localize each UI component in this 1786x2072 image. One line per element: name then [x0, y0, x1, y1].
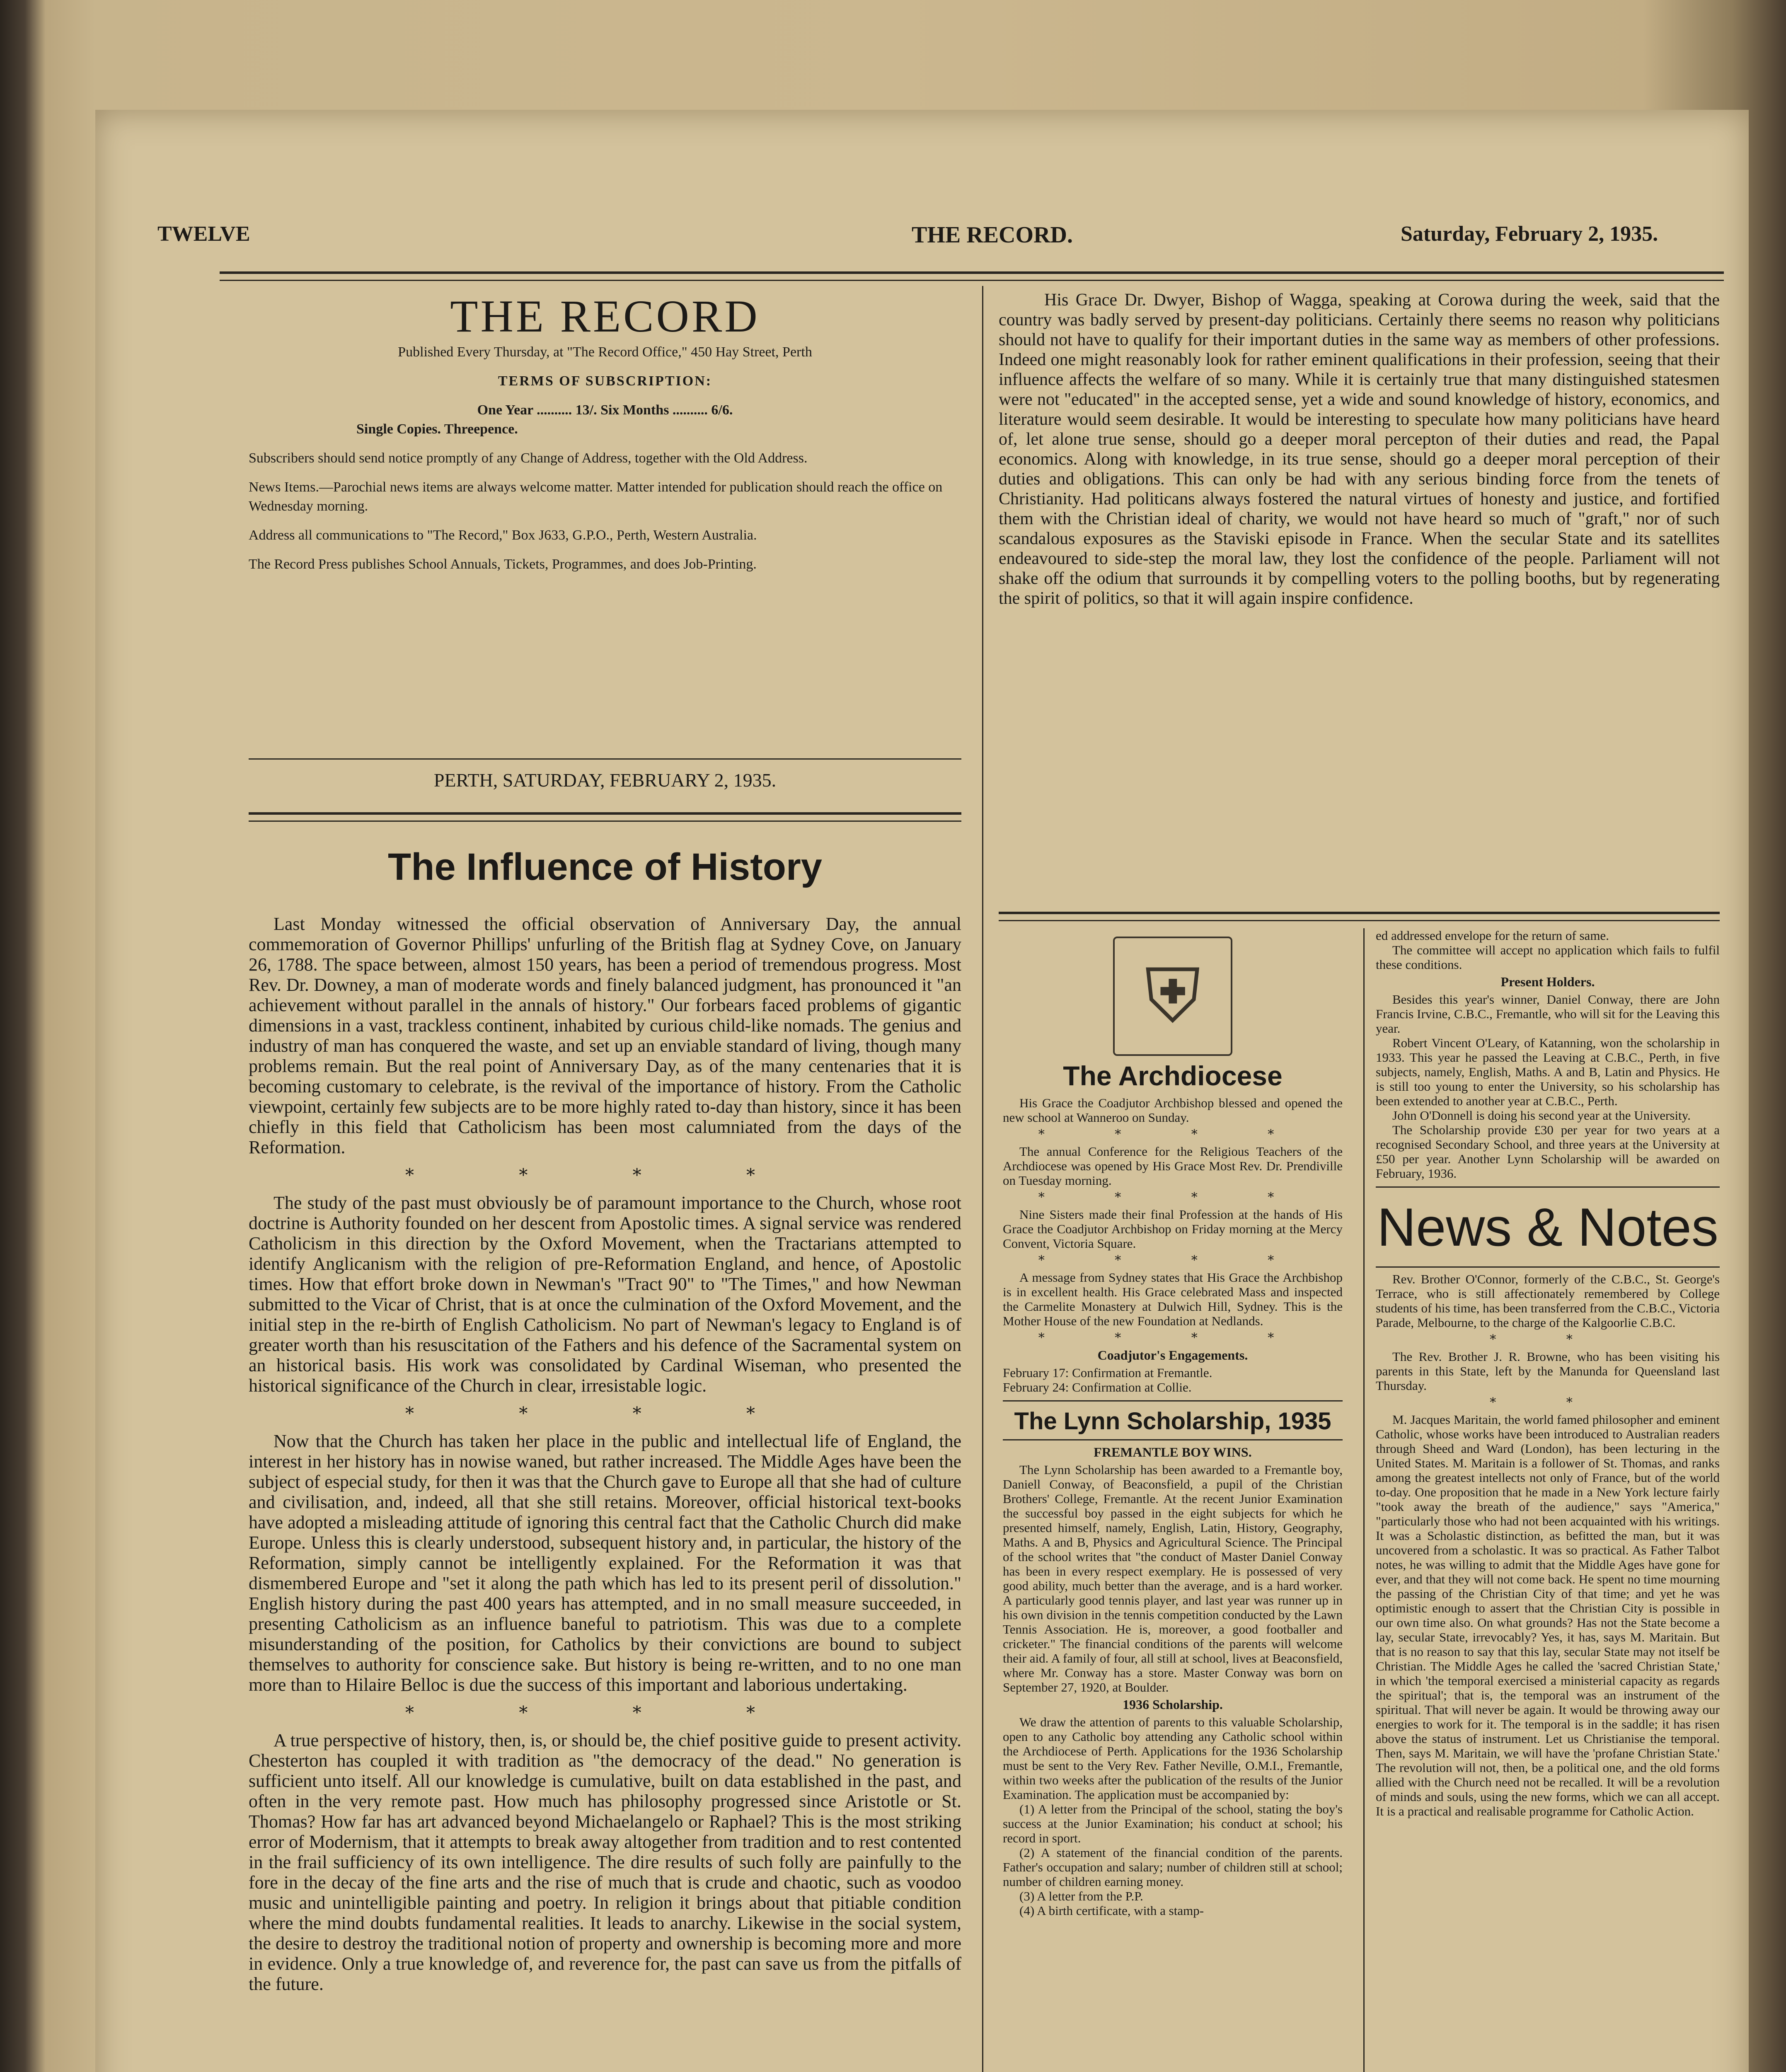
lynn-list-4: (4) A birth certificate, with a stamp- [1019, 1903, 1204, 1918]
dateline: PERTH, SATURDAY, FEBRUARY 2, 1935. [433, 770, 777, 791]
news-item-2: The Rev. Brother J. R. Browne, who has been visiting his parents in this State, left by the Manunda for Queensland last Thursday. [1376, 1349, 1720, 1393]
section-break: * * * * [405, 1702, 805, 1723]
section-break: * * * * [405, 1403, 805, 1423]
archdiocese-crest-icon: ⛨ [1113, 937, 1232, 1056]
scholarship-note-2: The committee will accept no application which fails to fulfil these conditions. [1376, 943, 1720, 972]
section-break: * * * * [1038, 1331, 1307, 1345]
section-break: * * * * [1038, 1127, 1307, 1142]
terms-title: TERMS OF SUBSCRIPTION: [498, 373, 712, 389]
lynn-list-3: (3) A letter from the P.P. [1019, 1889, 1143, 1903]
box-rule [249, 758, 961, 760]
lynn-subheading: FREMANTLE BOY WINS. [1094, 1445, 1252, 1460]
masthead [157, 222, 1724, 271]
section-break: * * [1490, 1332, 1606, 1347]
dateline-rule [249, 812, 961, 815]
influence-headline: The Influence of History [388, 846, 822, 888]
dwyer-paragraph: His Grace Dr. Dwyer, Bishop of Wagga, speaking at Corowa during the week, said that the country was badly served by present-day politicians. Certainly there seems no reason why politicians should not have to qualify for their important duties in the same way as members of other professions. Indeed one might reasonably look for rather eminent qualifications in their profession, seeing that their influence affects the welfare of so many. While it is certainly true that many distinguished statesmen were not "educated" in the accepted sense, yet a wide and sound knowledge of history, economics, and literature would seem desirable. It would be interesting to speculate how many politicians have heard of, let alone true sense, should go a deeper moral percepton of their duties and read, the Papal economics. Along with knowledge, in its true sense, should go a deeper moral perception of their duties and obligations. This can only be had with any serious binding force from the tenets of Christianity. Had politicans always fostered the natural virtues of honesty and justice, and fortified them with the Christian ideal of charity, we would not have heard so much of "graft," nor of such scandalous exposures as the Staviski episode in France. When the secular State and its satellites endeavoured to side-step the moral law, they lost the confidence of the people. Parliament will not shake off the odium that surrounds it by compelling voters to the polling booths, but by regenerating the spirit of politics, so that it will again inspire confidence. [999, 290, 1720, 608]
news-items-note: News Items.—Parochial news items are always welcome matter. Matter intended for publication should reach the office on Wednesday morning. [249, 479, 943, 514]
masthead-rule [220, 271, 1724, 274]
lynn-list-1: (1) A letter from the Principal of the school, stating the boy's success at the Junior Examination; his conduct at school; his record in sport. [1003, 1802, 1343, 1845]
lynn-rule-2 [1003, 1439, 1343, 1440]
archdiocese-headline: The Archdiocese [1063, 1060, 1283, 1091]
section-break: * * * * [405, 1165, 805, 1185]
dateline-rule-2 [249, 821, 961, 822]
influence-paragraph-4: A true perspective of history, then, is, or should be, the chief positive guide to present activity. Chesterton has coupled it with tradition as "the democracy of the dead." No generation is sufficient unto itself. All our knowledge is cumulative, built on data established in the past, and often in the very remote past. How much has philosophy progressed since Aristotle or St. Thomas? How far has art advanced beyond Michaelangelo or Raphael? This is the most striking error of Modernism, that it attempts to break away altogether from tradition and to rest contented in the frail sufficiency of its own intelligence. The dire results of such folly are painfully to the fore in the decay of the fine arts and the rise of much that is crude and chaotic, such as voodoo music and unintelligible painting and poetry. In religion it brings about that pitiable condition where the mind doubts fundamental realities. It leads to anarchy. Likewise in the social system, the desire to destroy the traditional notion of property and ownership is becoming more and more in evidence. Only a true knowledge of, and reverence for, the past can save us from the pitfalls of the future. [249, 1730, 961, 1994]
dwyer-rule-2 [999, 920, 1720, 921]
dwyer-article [999, 290, 1720, 608]
engagement-1: February 17: Confirmation at Fremantle. [1003, 1365, 1212, 1380]
archdiocese-item-4: A message from Sydney states that His Grace the Archbishop is in excellent health. His Grace celebrated Mass and inspected the Carmelite Monastery at Dulwich Hill, Sydney. This is the Mother House of the new Foundation at Nedlands. [1003, 1270, 1343, 1328]
lynn-rule [1003, 1400, 1343, 1402]
archdiocese-item-1: His Grace the Coadjutor Archbishop blessed and opened the new school at Wanneroo on Sunday. [1003, 1096, 1343, 1125]
archdiocese-item-2: The annual Conference for the Religious Teachers of the Archdiocese was opened by His Grace Most Rev. Dr. Prendiville on Tuesday morning. [1003, 1144, 1343, 1188]
section-break: * * [1490, 1395, 1606, 1410]
influence-paragraph-1: Last Monday witnessed the official observation of Anniversary Day, the annual commemoration of Governor Phillips' unfurling of the British flag at Sydney Cove, on January 26, 1788. The space between, almost 150 years, has been a period of tremendous progress. Most Rev. Dr. Downey, a man of moderate words and finely balanced judgment, has pronounced it "an achievement without parallel in the annals of history." Our forbears faced problems of gigantic dimensions in a vast, trackless continent, inhabited by curious child-like nomads. The genius and industry of man has conquered the waste, and set up an enviable standard of living, though many problems remain. But the real point of Anniversary Day, as of the many centenaries that it is becoming customary to celebrate, is the revival of the importance of history. From the Catholic viewpoint, certainly few subjects are to be more highly rated to-day than history, since it has been chiefly in this field that Catholicism has been most calumniated from the days of the Reformation. [249, 914, 961, 1157]
subscribers-note: Subscribers should send notice promptly of any Change of Address, together with the Old Address. [249, 450, 808, 466]
issue-date: Saturday, February 2, 1935. [1401, 222, 1658, 246]
record-box [249, 290, 961, 584]
section-break: * * * * [1038, 1190, 1307, 1205]
holders-paragraph-1: Besides this year's winner, Daniel Conway, there are John Francis Irvine, C.B.C., Fremantle, who will sit for the Leaving this year. [1376, 992, 1720, 1036]
masthead-rule-2 [220, 280, 1724, 281]
influence-article [249, 845, 961, 1994]
page-number: TWELVE [157, 222, 250, 246]
lynn-headline: The Lynn Scholarship, 1935 [1014, 1408, 1331, 1435]
paper-name: THE RECORD. [912, 222, 1073, 248]
terms-line: One Year .......... 13/. Six Months .......... 6/6. [477, 402, 733, 418]
engagement-2: February 24: Confirmation at Collie. [1003, 1380, 1192, 1394]
influence-paragraph-2: The study of the past must obviously be of paramount importance to the Church, whose root doctrine is Authority founded on her descent from Apostolic times. A signal service was rendered Catholicism in this direction by the Oxford Movement, when the Tractarians attempted to identify Anglicanism with the religion of pre-Reformation England, and hence, of Apostolic times. How that effort broke down in Newman's "Tract 90" to "The Times," and how Newman submitted to the Vicar of Christ, that is at once the culmination of the Oxford Movement, and the initial step in the re-birth of English Catholicism. No part of Newman's legacy to England is of greater worth than his resuscitation of the Fathers and his defence of the Sacramental system on an historical basis. His work was consolidated by Cardinal Wiseman, who presented the historical significance of the Church in clear, irresistable logic. [249, 1193, 961, 1396]
present-holders-title: Present Holders. [1500, 974, 1595, 989]
engagements-title: Coadjutor's Engagements. [1097, 1348, 1248, 1363]
holders-paragraph-3: John O'Donnell is doing his second year at the University. [1392, 1108, 1691, 1123]
holders-paragraph-2: Robert Vincent O'Leary, of Katanning, won the scholarship in 1933. This year he passed the Leaving at C.B.C., Perth, in five subjects, namely, English, Maths. A and B, Latin and Physics. He is still too young to enter the University, so his scholarship has been extended to another year at C.B.C., Perth. [1376, 1036, 1720, 1108]
news-rule-2 [1376, 1266, 1720, 1268]
dwyer-rule [999, 912, 1720, 914]
address-note: Address all communications to "The Record," Box J633, G.P.O., Perth, Western Australia. [249, 528, 757, 543]
lynn-paragraph-2: We draw the attention of parents to this valuable Scholarship, open to any Catholic boy attending any Catholic school within the Archdiocese of Perth. Applications for the 1936 Scholarship must be sent to the Very Rev. Father Neville, O.M.I., Fremantle, within two weeks after the publication of the results of the Junior Examination. The application must be accompanied by: [1003, 1715, 1343, 1802]
lynn-paragraph-1: The Lynn Scholarship has been awarded to a Fremantle boy, Daniell Conway, of Beaconsfield, a pupil of the Christian Brothers' College, Fremantle. At the recent Junior Examination the successful boy passed in the eight subjects for which he presented himself, namely, English, Latin, History, Geography, Maths. A and B, Physics and Agricultural Science. The Principal of the school writes that "the conduct of Master Daniel Conway has been in every respect exemplary. He is possessed of very good ability, much better than the average, and is a hard worker. A particularly good tennis player, and last year was runner up in his own division in the tennis competition conducted by the Lawn Tennis Association. He is, moreover, a good footballer and cricketer." The financial conditions of the parents will welcome their aid. A family of four, all still at school, lives at Beaconsfield, where Mr. Conway has a store. Master Conway was born on September 27, 1920, at Boulder. [1003, 1462, 1343, 1694]
published-line: Published Every Thursday, at "The Record Office," 450 Hay Street, Perth [398, 344, 812, 360]
archdiocese-item-3: Nine Sisters made their final Profession at the hands of His Grace the Coadjutor Archbishop on Friday morning at the Mercy Convent, Victoria Square. [1003, 1207, 1343, 1251]
influence-paragraph-3: Now that the Church has taken her place in the public and intellectual life of England, the interest in her history has in nowise waned, but rather increased. The Middle Ages have been the subject of especial study, for then it was that the Church gave to Europe all that she had of culture and civilisation, and, indeed, all that she still retains. Moreover, official historical text-books have adopted a misleading attitude of ignoring this central fact that the Catholic Church did make Europe. Unless this is clearly understood, subsequent history and, in particular, the history of the Reformation, simply cannot be intelligently explained. For the Reformation it was that dismembered Europe and "set it along the path which has led to its present peril of dissolution." English history during the past 400 years has attempted, and in no small measure succeeded, in presenting Catholicism as an influence baneful to patriotism. This was due to a complete misunderstanding of the position, for Catholics by their convictions are bound to subject themselves to authority for conscience sake. But history is being re-written, and to no one man more than to Hilaire Belloc is due the success of this important and laborious undertaking. [249, 1431, 961, 1695]
dateline-wrap [249, 771, 961, 800]
single-copies: Single Copies. Threepence. [356, 421, 518, 437]
news-item-3: M. Jacques Maritain, the world famed philosopher and eminent Catholic, whose works have been introduced to Australian readers through Sheed and Ward (London), has been lecturing in the United States. M. Maritain is a follower of St. Thomas, and ranks among the greatest intellects not only of France, but of the world to-day. One proposition that he made in a New York lecture fairly "took away the breath of the audience," says "America," "particularly those who had not been acquainted with his writings. It was a Scholastic distinction, as befitted the man, but it was uncovered from a scholastic. It was so practical. As Father Talbot notes, he was willing to admit that the Middle Ages have gone for ever, and that they will not come back. He spent no time mourning the passing of the Christian City of that time; and yet he was optimistic enough to assert that the Christian City is possible in our own time also. On what grounds? Has not the State become a lay, secular State, irrevocably? Yes, it has, says M. Maritain. But that is no reason to say that this lay, secular State may not itself be Christian. The Middle Ages he called the 'sacred Christian State,' in which 'the temporal exercised a ministerial capacity as regards the spiritual'; that is, the temporal was an instrument of the spiritual. That will never be again. It would be throwing away our energies to work for it. The temporal is in the saddle; it has risen above the status of instrument. Let us Christianise the temporal. Then, says M. Maritain, we will have the 'profane Christian State.' The revolution will not, then, be a political one, and the old forms allied with the Church need not be recalled. It will be a revolution of minds and souls, using the new forms, which we can all accept. It is a practical and realisable programme for Catholic Action. [1376, 1412, 1720, 1818]
record-title: THE RECORD [450, 291, 760, 341]
archdiocese-column [1003, 937, 1343, 1918]
news-rule [1376, 1186, 1720, 1188]
column-divider-2 [1363, 928, 1365, 2072]
news-notes-headline: News & Notes [1377, 1197, 1718, 1257]
column-divider [982, 286, 983, 2072]
right-column [1376, 928, 1720, 1818]
news-item-1: Rev. Brother O'Connor, formerly of the C.B.C., St. George's Terrace, who is still affectionately remembered by College students of his time, has been transferred from the C.B.C., Victoria Parade, Melbourne, to the charge of the Kalgoorlie C.B.C. [1376, 1272, 1720, 1330]
lynn-list-2: (2) A statement of the financial condition of the parents. Father's occupation and salary; number of children still at school; number of children earning money. [1003, 1845, 1343, 1889]
section-break: * * * * [1038, 1253, 1307, 1268]
scholarship-note-1: ed addressed envelope for the return of same. [1376, 928, 1609, 943]
press-note: The Record Press publishes School Annuals, Tickets, Programmes, and does Job-Printing. [249, 557, 757, 572]
lynn-subheading-2: 1936 Scholarship. [1123, 1697, 1223, 1712]
holders-paragraph-4: The Scholarship provide £30 per year for two years at a recognised Secondary School, and three years at the University at £50 per year. Another Lynn Scholarship will be awarded on February, 1936. [1376, 1123, 1720, 1181]
